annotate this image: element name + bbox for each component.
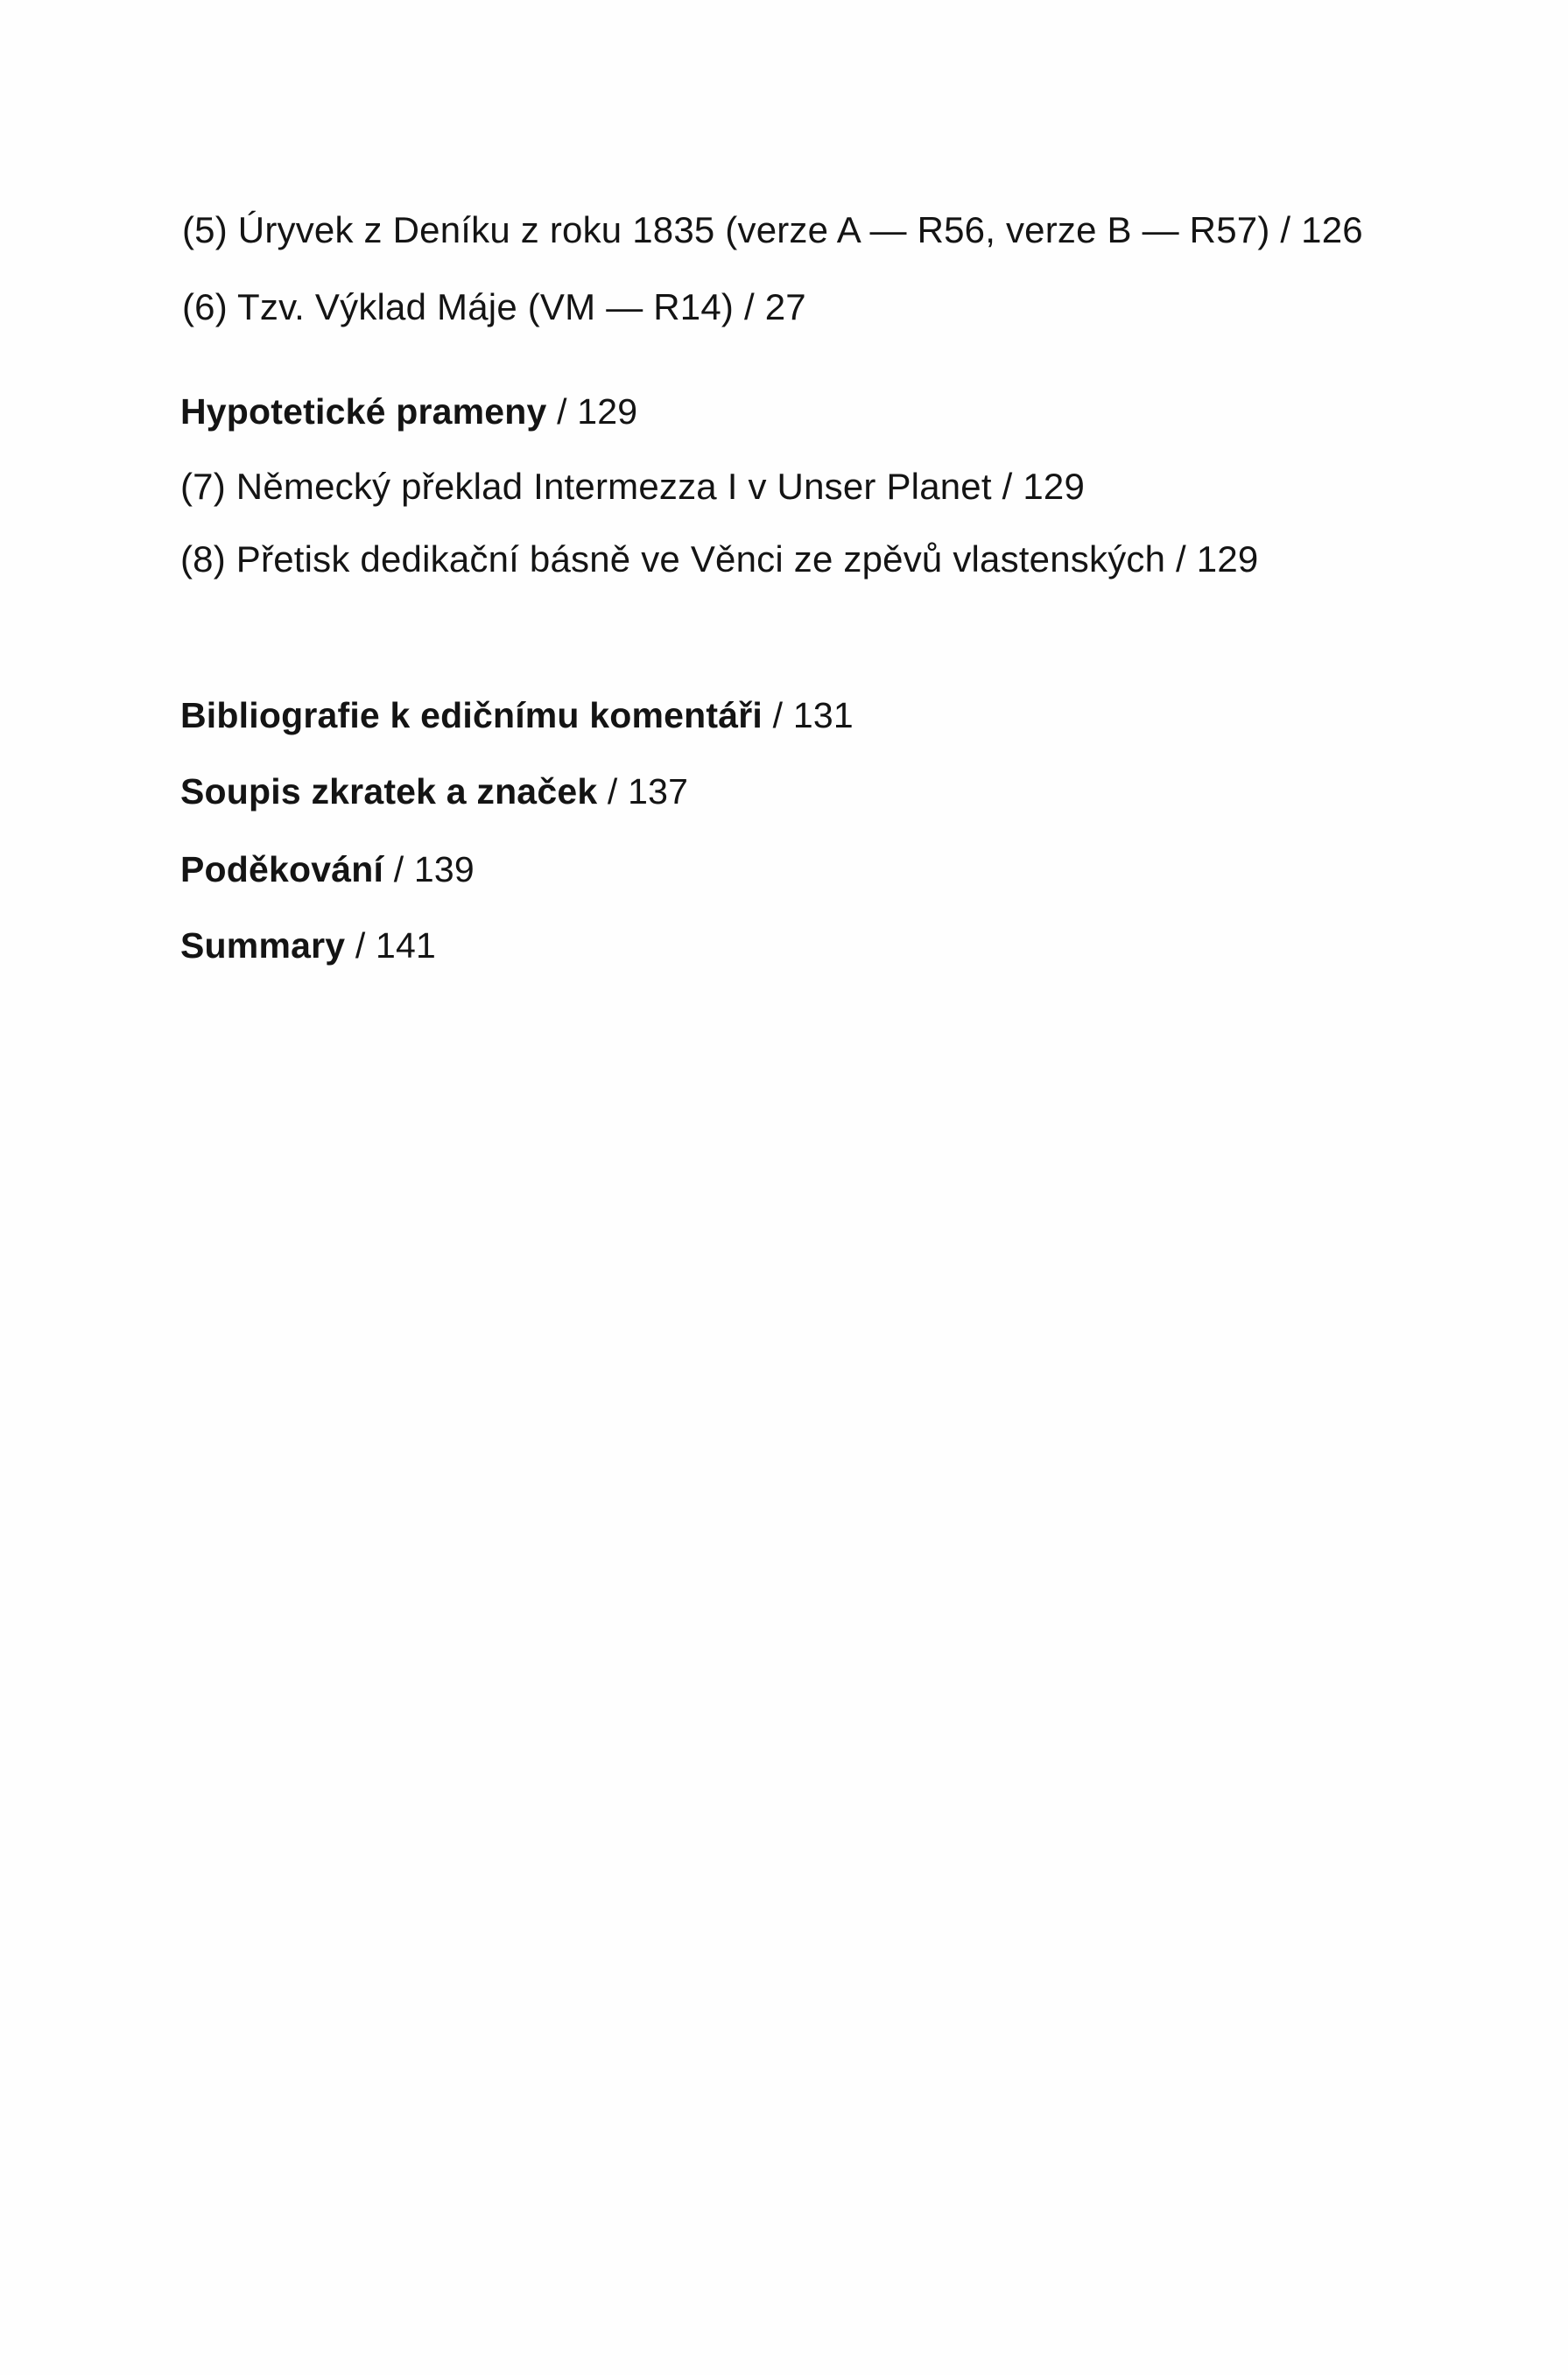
- toc-entry-title: Soupis zkratek a značek: [180, 771, 598, 812]
- toc-entry-separator: /: [734, 286, 765, 327]
- toc-entry-separator: /: [991, 466, 1023, 507]
- toc-entry-title: (6) Tzv. Výklad Máje (VM — R14): [182, 286, 735, 327]
- toc-entry-page: 129: [1023, 466, 1086, 507]
- toc-entry-separator: /: [597, 771, 629, 812]
- toc-entry-separator: /: [1269, 209, 1302, 250]
- toc-entry-page: 27: [764, 286, 806, 327]
- toc-entry-page: 131: [792, 695, 854, 735]
- toc-entry-title: (7) Německý překlad Intermezza I v Unser Planet: [180, 466, 992, 507]
- toc-entry-page: 129: [1196, 538, 1259, 580]
- toc-entry-page: 126: [1301, 209, 1363, 250]
- toc-entry-page: 141: [376, 925, 437, 966]
- toc-entry-separator: /: [546, 391, 578, 432]
- toc-section-heading: [180, 768, 688, 815]
- toc-entry-title: (5) Úryvek z Deníku z roku 1835 (verze A — R56, verze B — R57): [182, 209, 1270, 250]
- toc-entry-title: Poděkování: [180, 849, 384, 889]
- toc-entry: [182, 284, 806, 331]
- toc-entry: [180, 536, 1258, 583]
- toc-entry-title: Summary: [180, 925, 346, 966]
- toc-entry-title: (8) Přetisk dedikační básně ve Věnci ze zpěvů vlastenských: [180, 538, 1166, 580]
- toc-section-heading: [180, 922, 436, 969]
- toc-entry-title: Bibliografie k edičnímu komentáři: [180, 695, 763, 735]
- toc-entry-title: Hypotetické prameny: [180, 391, 547, 432]
- toc-entry-separator: /: [763, 695, 793, 735]
- toc-entry-separator: /: [1165, 538, 1197, 580]
- toc-section-heading: [180, 846, 475, 893]
- toc-entry: [180, 463, 1085, 510]
- toc-entry-separator: /: [345, 925, 376, 966]
- toc-entry-page: 137: [628, 771, 689, 812]
- toc-entry-page: 129: [577, 391, 638, 432]
- toc-entry-page: 139: [413, 849, 475, 889]
- toc-entry: [182, 207, 1363, 254]
- toc-section-heading: [180, 388, 637, 435]
- toc-entry-separator: /: [383, 849, 414, 889]
- toc-section-heading: [180, 692, 854, 739]
